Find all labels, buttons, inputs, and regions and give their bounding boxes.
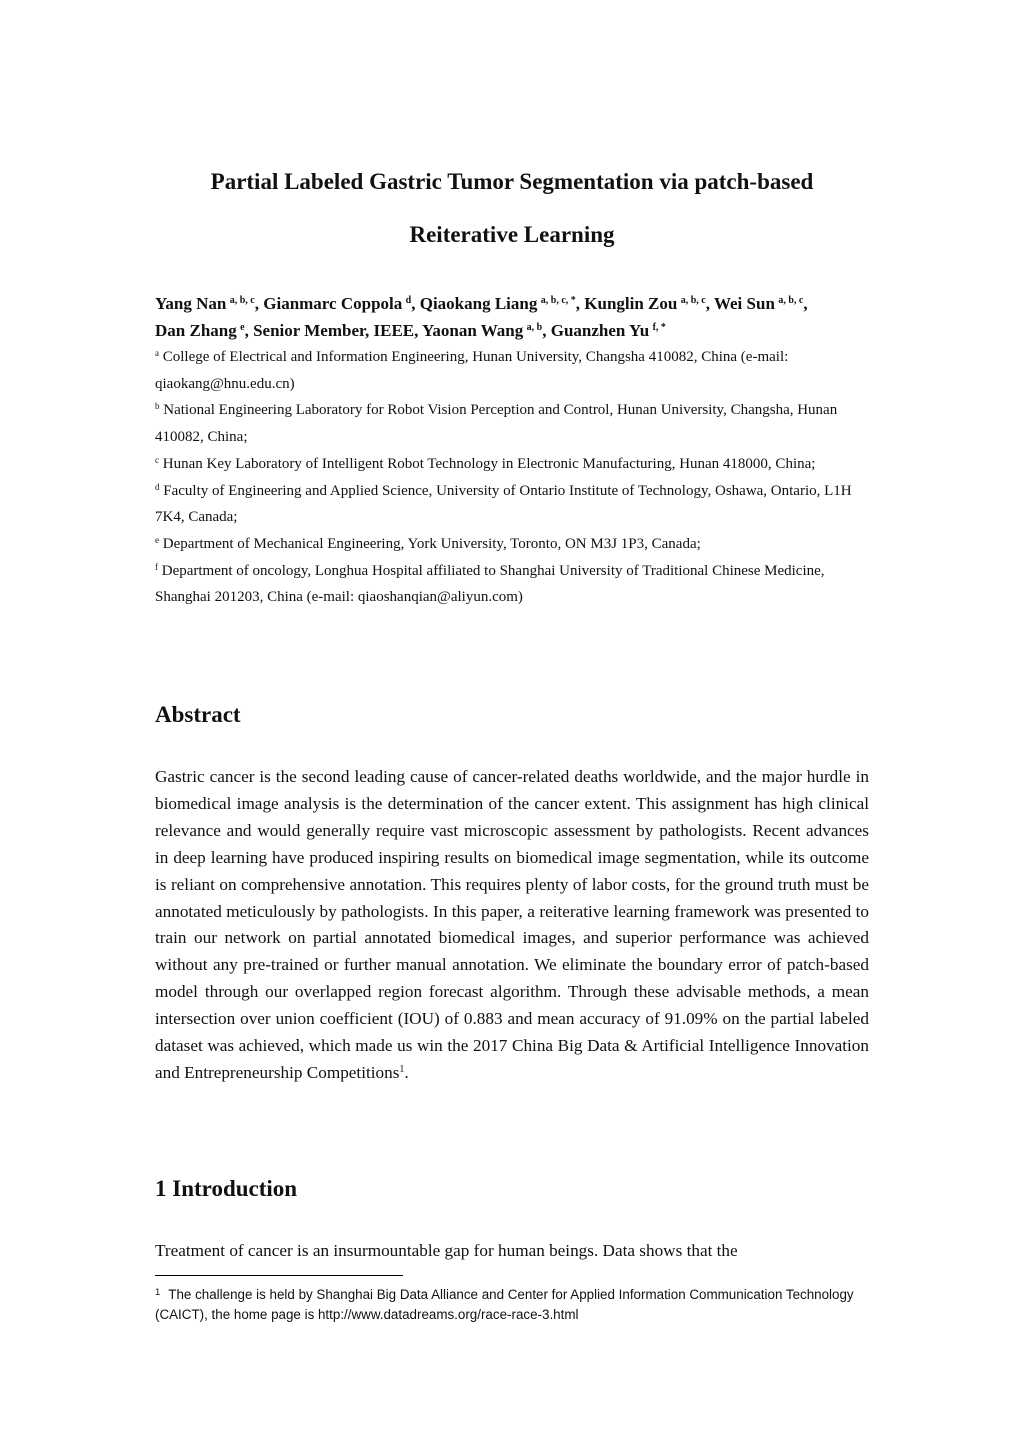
affiliation-item xyxy=(155,451,875,478)
affiliation-item xyxy=(155,531,875,558)
author-name: Guanzhen Yu xyxy=(550,321,650,340)
affiliation-text: College of Electrical and Information Engineering, Hunan University, Changsha 410082, China (e-mail: qiaokang@hnu.edu.cn) xyxy=(155,349,789,392)
abstract-end: . xyxy=(404,1062,409,1082)
author-name: Qiaokang Liang xyxy=(419,294,538,313)
affiliation-mark: f xyxy=(155,561,158,572)
author-list xyxy=(155,290,875,344)
affiliation-item xyxy=(155,397,875,450)
introduction-heading: 1 Introduction xyxy=(155,1176,298,1201)
author-affil-marks: a, b, c xyxy=(778,295,804,306)
author-affil-marks: f, * xyxy=(652,322,666,333)
affiliation-list xyxy=(155,344,875,611)
author-separator: , xyxy=(575,294,585,313)
affiliation-item xyxy=(155,478,875,531)
affiliation-mark: c xyxy=(155,454,159,465)
footnote-reference[interactable]: 1 xyxy=(399,1063,405,1075)
affiliation-mark: b xyxy=(155,401,160,412)
author-separator: , xyxy=(411,294,420,313)
author-name: Wei Sun xyxy=(713,294,775,313)
affiliation-text: Department of Mechanical Engineering, York University, Toronto, ON M3J 1P3, Canada; xyxy=(162,535,701,552)
author-affil-marks: a, b xyxy=(526,322,543,333)
affiliation-text: Faculty of Engineering and Applied Science, University of Ontario Institute of Technology, Oshawa, Ontario, L1H 7K4, Canada; xyxy=(155,482,852,526)
abstract-text: Gastric cancer is the second leading cause of cancer-related deaths worldwide, and the major hurdle in biomedical image analysis is the determination of the cancer extent. This assignment has high clinical relevance and would generally require vast microscopic assessment by pathologists. Recent advances in deep learning have produced inspiring results on biomedical image segmentation, while its outcome is reliant on comprehensive annotation. This requires plenty of labor costs, for the ground truth must be annotated meticulously by pathologists. In this paper, a reiterative learning framework was presented to train our network on partial annotated biomedical images, and superior performance was achieved without any pre-trained or further manual annotation. We eliminate the boundary error of patch-based model through our overlapped region forecast algorithm. Through these advisable methods, a mean intersection over union coefficient (IOU) of 0.883 and mean accuracy of 91.09% on the partial labeled dataset was achieved, which made us win the 2017 China Big Data & Artificial Intelligence Innovation and Entrepreneurship Competitions xyxy=(155,767,869,1082)
affiliation-item xyxy=(155,558,875,611)
author-separator: , xyxy=(254,294,264,313)
author-name: Yang Nan xyxy=(155,294,227,313)
affiliation-text: Hunan Key Laboratory of Intelligent Robot Technology in Electronic Manufacturing, Hunan 418000, China; xyxy=(162,455,816,472)
author-name: Senior Member, IEEE, Yaonan Wang xyxy=(253,321,524,340)
author-name: Gianmarc Coppola xyxy=(263,294,403,313)
paper-title-line-1: Partial Labeled Gastric Tumor Segmentation via patch-based xyxy=(210,169,814,194)
affiliation-mark: a xyxy=(155,348,159,358)
introduction-paragraph: Treatment of cancer is an insurmountable gap for human beings. Data shows that the xyxy=(155,1241,738,1260)
author-separator: , xyxy=(244,321,254,340)
author-separator: , xyxy=(705,294,714,313)
author-name: Dan Zhang xyxy=(155,321,237,340)
footnote xyxy=(155,1285,855,1325)
affiliation-text: Department of oncology, Longhua Hospital affiliated to Shanghai University of Traditional Chinese Medicine, Shanghai 201203, China (e-mail: qiaoshanqian@aliyun.com) xyxy=(155,562,825,606)
author-separator: , xyxy=(542,321,551,340)
paper-title-line-2: Reiterative Learning xyxy=(409,222,615,247)
author-affil-marks: e xyxy=(240,322,245,333)
author-name: Kunglin Zou xyxy=(584,294,678,313)
affiliation-text: National Engineering Laboratory for Robot Vision Perception and Control, Hunan University, Changsha, Hunan 410082, China; xyxy=(155,402,838,446)
footnote-divider xyxy=(155,1275,403,1276)
affiliation-mark: d xyxy=(155,481,160,492)
author-separator: , xyxy=(803,294,808,313)
footnote-mark: 1 xyxy=(155,1287,161,1298)
author-affil-marks: d xyxy=(405,295,412,306)
affiliation-mark: e xyxy=(155,534,159,545)
author-affil-marks: a, b, c xyxy=(680,295,706,306)
affiliation-item xyxy=(155,344,875,397)
footnote-text: The challenge is held by Shanghai Big Data Alliance and Center for Applied Information Communication Technology (CAICT), the home page is http://www.datadreams.org/race-race-3.html xyxy=(155,1287,854,1322)
author-affil-marks: a, b, c xyxy=(229,295,255,306)
abstract-paragraph xyxy=(155,764,869,1087)
abstract-heading: Abstract xyxy=(155,702,241,727)
author-affil-marks: a, b, c, * xyxy=(540,295,576,306)
